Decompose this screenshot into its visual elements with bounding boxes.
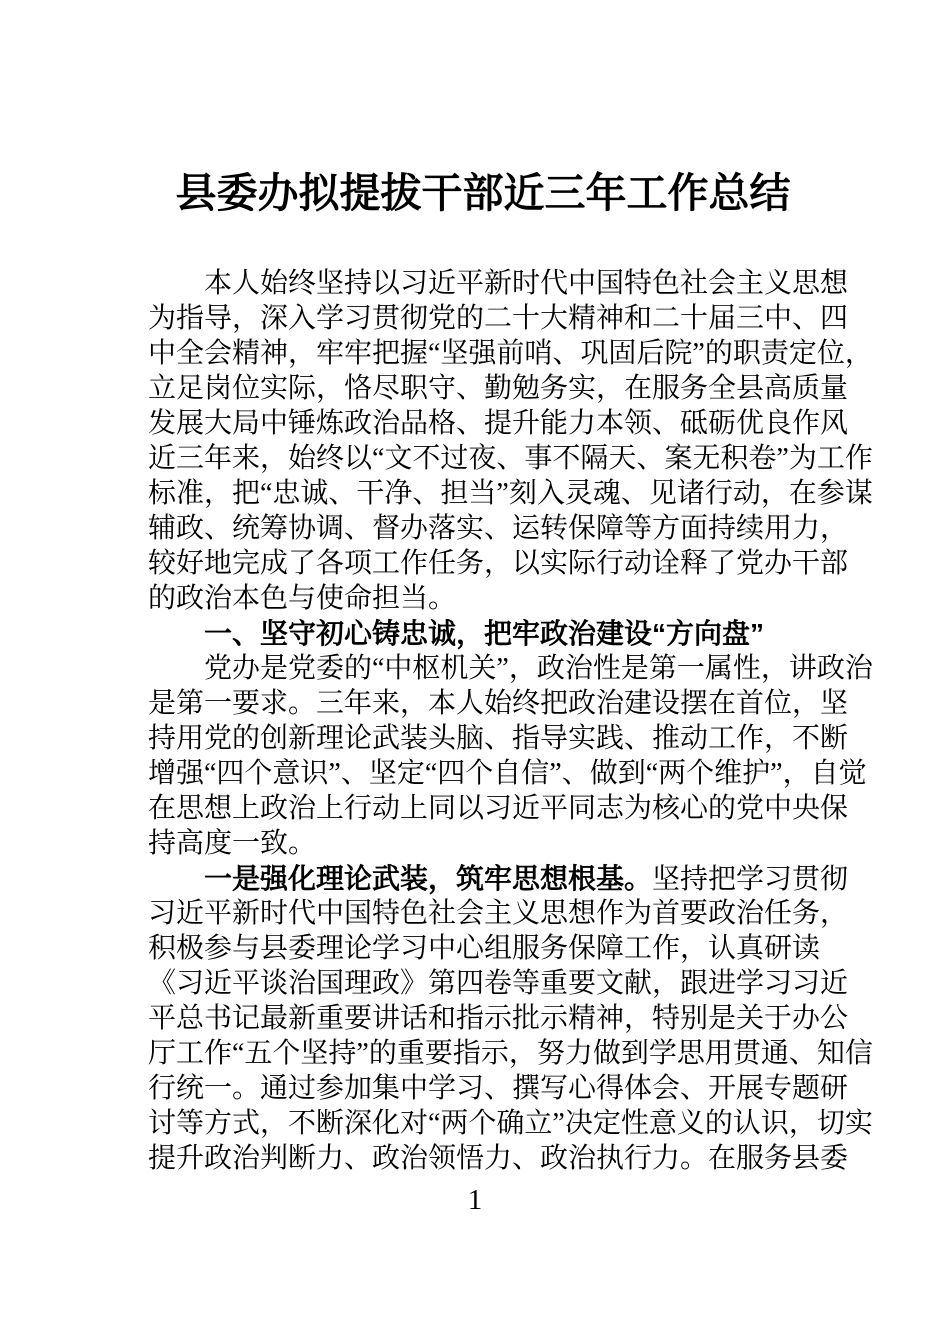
- text-line: [148, 686, 849, 721]
- line-text: 较好地完成了各项工作任务，以实际行动诠释了党办干部: [148, 548, 849, 579]
- text-line: [148, 861, 849, 896]
- line-text: 持用党的创新理论武装头脑、指导实践、推动工作，不断: [148, 723, 849, 754]
- line-text: 一、坚守初心铸忠诚，把牢政治建设“方向盘”: [204, 618, 765, 649]
- text-line: [148, 546, 849, 581]
- first-line-indent: [148, 291, 204, 292]
- section-heading: [148, 616, 818, 651]
- line-text: 为指导，深入学习贯彻党的二十大精神和二十届三中、四: [148, 303, 849, 334]
- bold-lead-in: 一是强化理论武装，筑牢思想根基。: [204, 863, 653, 894]
- text-line: [148, 651, 873, 686]
- line-text: 习近平新时代中国特色社会主义思想作为首要政治任务，: [148, 898, 849, 929]
- text-line: [148, 721, 849, 756]
- line-text: 在思想上政治上行动上同以习近平同志为核心的党中央保: [148, 793, 849, 824]
- line-text: 持高度一致。: [148, 828, 317, 859]
- text-line: [148, 1071, 849, 1106]
- line-text: 平总书记最新重要讲话和指示批示精神，特别是关于办公: [148, 1003, 849, 1034]
- line-text: 提升政治判断力、政治领悟力、政治执行力。在服务县委: [148, 1143, 849, 1174]
- text-line: [148, 1001, 849, 1036]
- line-text: 中全会精神，牢牢把握“坚强前哨、巩固后院”的职责定位，: [148, 338, 873, 369]
- line-text: 坚持把学习贯彻: [652, 864, 849, 895]
- text-line: [148, 476, 873, 511]
- text-line: [148, 1106, 873, 1141]
- document-title: 县委办拟提拔干部近三年工作总结: [175, 170, 791, 216]
- text-line: [148, 931, 821, 966]
- text-line: [148, 826, 818, 861]
- document-body: [148, 266, 873, 1176]
- line-text: 积极参与县委理论学习中心组服务保障工作，认真研读: [148, 933, 821, 964]
- line-text: 立足岗位实际，恪尽职守、勤勉务实，在服务全县高质量: [148, 373, 849, 404]
- first-line-indent: [148, 887, 204, 888]
- text-line: [148, 301, 849, 336]
- text-line: [148, 966, 849, 1001]
- line-text: 发展大局中锤炼政治品格、提升能力本领、砥砺优良作风: [148, 408, 849, 439]
- line-text: 标准，把“忠诚、干净、担当”刻入灵魂、见诸行动，在参谋: [148, 478, 873, 509]
- line-text: 厅工作“五个坚持”的重要指示，努力做到学思用贯通、知信: [148, 1038, 873, 1069]
- text-line: [148, 1141, 849, 1176]
- text-line: [148, 336, 873, 371]
- text-line: [148, 511, 849, 546]
- text-line: [148, 756, 867, 791]
- page-number: 1: [467, 1184, 483, 1216]
- line-text: 行统一。通过参加集中学习、撰写心得体会、开展专题研: [148, 1073, 849, 1104]
- line-text: 讨等方式，不断深化对“两个确立”决定性意义的认识，切实: [148, 1108, 873, 1139]
- text-line: [148, 581, 818, 616]
- first-line-indent: [148, 642, 204, 643]
- line-text: 辅政、统筹协调、督办落实、运转保障等方面持续用力，: [148, 513, 849, 544]
- line-text: 是第一要求。三年来，本人始终把政治建设摆在首位，坚: [148, 688, 849, 719]
- text-line: [148, 371, 849, 406]
- line-text: 近三年来，始终以“文不过夜、事不隔天、案无积卷”为工作: [148, 443, 873, 474]
- text-line: [148, 266, 849, 301]
- text-line: [148, 441, 873, 476]
- line-text: 本人始终坚持以习近平新时代中国特色社会主义思想: [204, 268, 849, 299]
- line-text: 的政治本色与使命担当。: [148, 583, 457, 614]
- text-line: [148, 1036, 873, 1071]
- line-text: 党办是党委的“中枢机关”，政治性是第一属性，讲政治: [204, 653, 873, 684]
- text-line: [148, 791, 849, 826]
- text-line: [148, 896, 849, 931]
- first-line-indent: [148, 676, 204, 677]
- line-text: 增强“四个意识”、坚定“四个自信”、做到“两个维护”，自觉: [148, 758, 867, 789]
- line-text: 《习近平谈治国理政》第四卷等重要文献，跟进学习习近: [148, 968, 849, 999]
- text-line: [148, 406, 849, 441]
